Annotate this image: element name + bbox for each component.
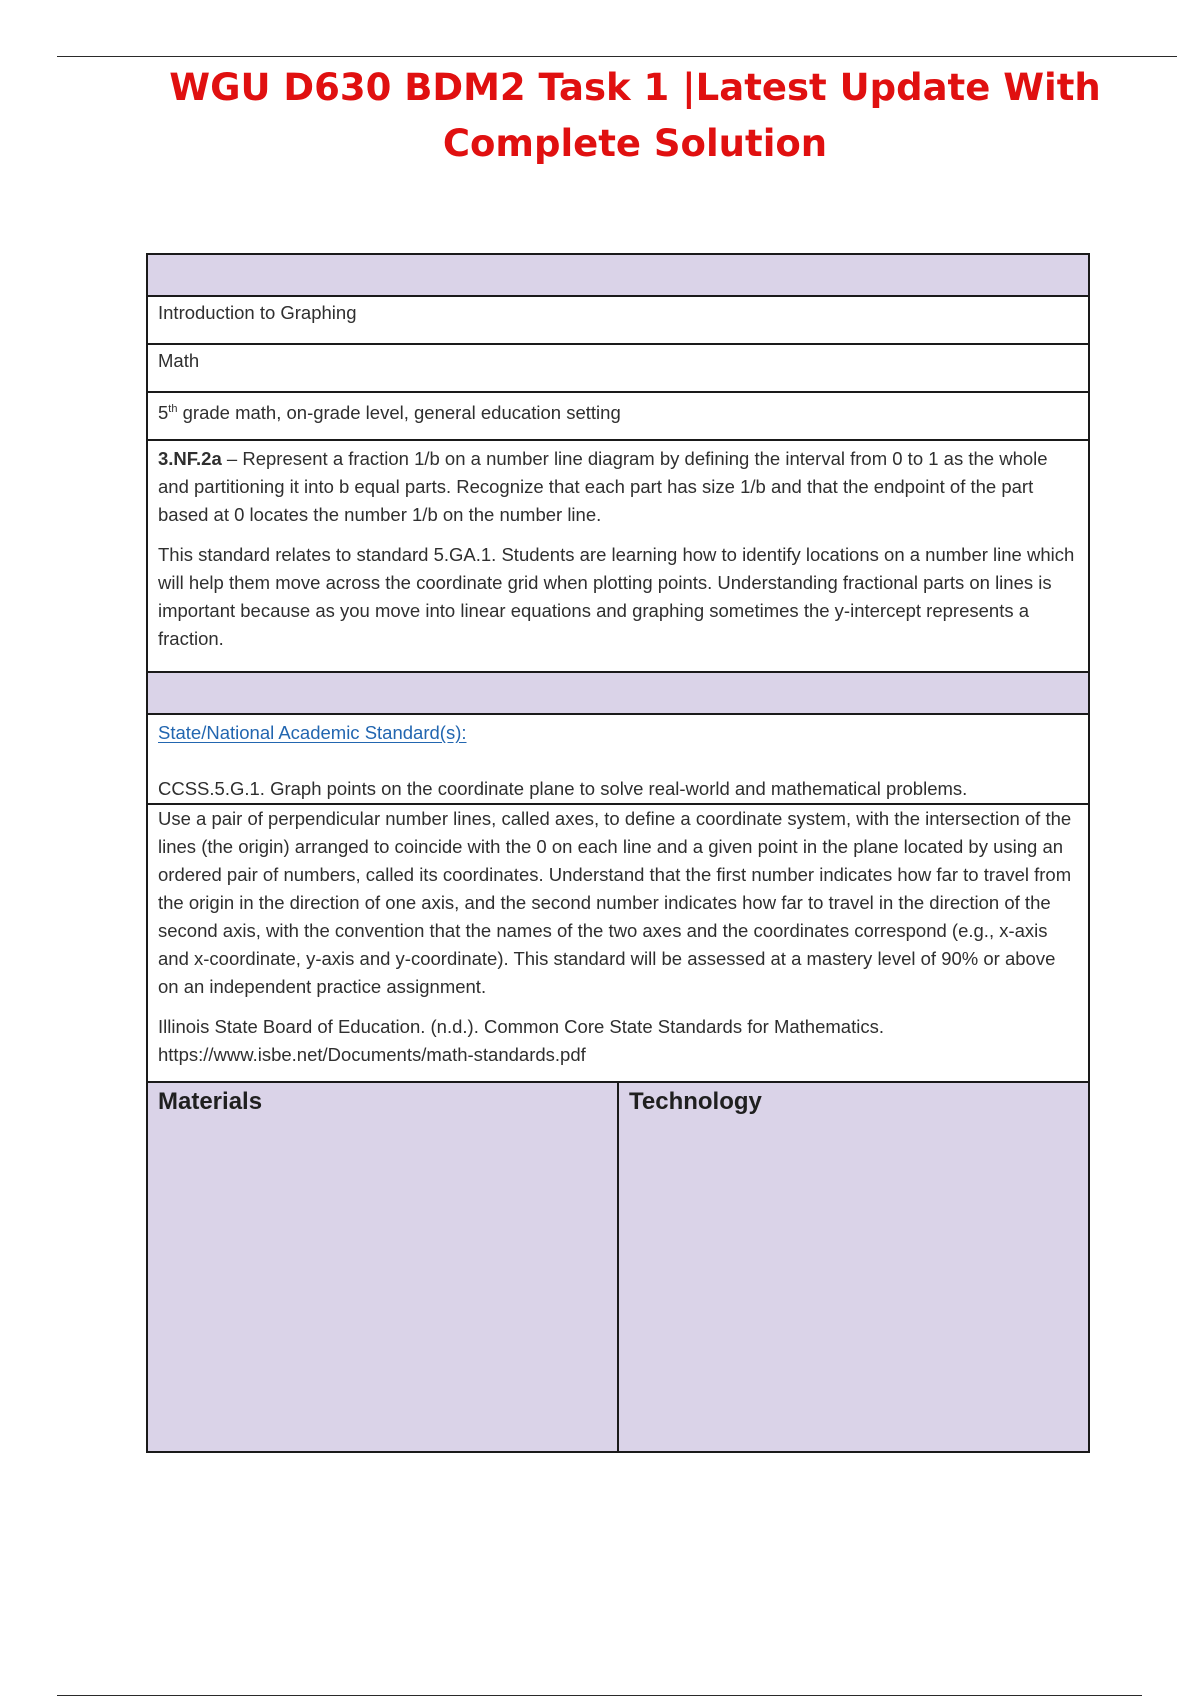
document-title — [150, 60, 1120, 172]
materials-technology-row — [147, 1082, 1089, 1452]
shaded-header-row — [147, 254, 1089, 296]
lesson-plan-table — [146, 253, 1090, 1453]
grade-description: grade math, on-grade level, general education setting — [177, 402, 621, 424]
shaded-header-cell — [147, 254, 1089, 296]
academic-standard-row — [147, 714, 1089, 804]
lesson-title: Introduction to Graphing — [158, 302, 357, 323]
citation-text: Illinois State Board of Education. (n.d.). Common Core State Standards for Mathematics. — [158, 1016, 884, 1037]
grade-level — [158, 402, 621, 423]
technology-heading: Technology — [629, 1088, 762, 1115]
technology-cell — [618, 1082, 1089, 1452]
shaded-divider-cell — [147, 672, 1089, 714]
standard-description: Represent a fraction 1/b on a number line diagram by defining the interval from 0 to 1 as the whole and partitioning it into b equal parts. Recognize that each part has size 1/b and that the endpoint of the part based at 0 locates the number 1/b on the number line. — [158, 448, 1048, 525]
academic-standard-cell — [147, 714, 1089, 804]
shaded-divider-row — [147, 672, 1089, 714]
grade-number: 5 — [158, 402, 169, 424]
standard-detail-cell — [147, 804, 1089, 1082]
grade-cell — [147, 392, 1089, 440]
grade-row — [147, 392, 1089, 440]
materials-heading: Materials — [158, 1088, 263, 1115]
materials-cell — [147, 1082, 618, 1452]
standard-detail: Use a pair of perpendicular number lines, called axes, to define a coordinate system, with the intersection of the lines (the origin) arranged to coincide with the 0 on each line and a given point in the plane located by using an ordered pair of numbers, called its coordinates. Understand that the first number indicates how far to travel from the origin in the direction of one axis, and the second number indicates how far to travel in the direction of the second axis, with the convention that the names of the two axes and the coordinates correspond (e.g., x-axis and x-coordinate, y-axis and y-coordinate). This standard will be assessed at a mastery level of 90% or above on an independent practice assignment. — [158, 808, 1072, 997]
grade-ordinal: th — [168, 403, 178, 415]
document-title-line-2: Complete Solution — [442, 122, 828, 165]
prior-standard-row — [147, 440, 1089, 672]
header-rule — [57, 56, 1177, 57]
academic-standards-link[interactable]: State/National Academic Standard(s): — [158, 722, 467, 743]
ccss-standard: CCSS.5.G.1. Graph points on the coordinate plane to solve real-world and mathematical problems. — [158, 778, 968, 799]
prior-standard-cell — [147, 440, 1089, 672]
footer-rule — [57, 1695, 1142, 1696]
document-title-line-1: WGU D630 BDM2 Task 1 |Latest Update With — [169, 66, 1101, 109]
lesson-title-cell — [147, 296, 1089, 344]
standard-code: 3.NF.2a — [158, 448, 222, 469]
citation-url: https://www.isbe.net/Documents/math-standards.pdf — [158, 1044, 586, 1065]
subject-cell — [147, 344, 1089, 392]
standard-relation: This standard relates to standard 5.GA.1. Students are learning how to identify locations on a number line which will help them move across the coordinate grid when plotting points. Understanding fractional parts on lines is important because as you move into linear equations and graphing sometimes the y-intercept represents a fraction. — [158, 544, 1075, 649]
lesson-title-row — [147, 296, 1089, 344]
citation — [158, 1013, 1078, 1069]
standard-detail-row — [147, 804, 1089, 1082]
subject: Math — [158, 350, 200, 371]
standard-dash: – — [221, 448, 243, 469]
subject-row — [147, 344, 1089, 392]
prior-standard-text — [158, 445, 1078, 529]
